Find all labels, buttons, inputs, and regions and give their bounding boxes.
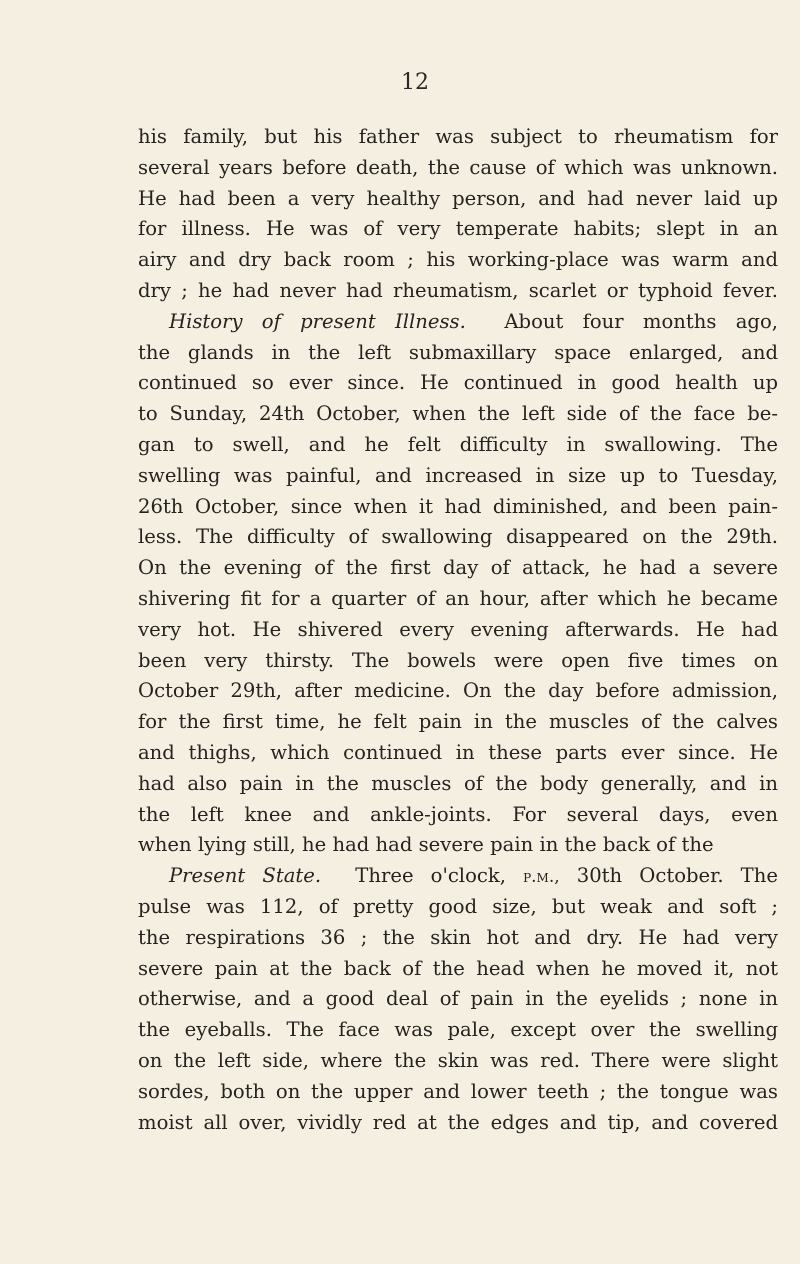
page-number: 12 <box>401 70 429 95</box>
text-line: on the left side, where the skin was red. There were slight <box>138 1048 778 1072</box>
text-line: On the evening of the first day of attack, he had a severe <box>138 556 778 580</box>
text-line: to Sunday, 24th October, when the left side of the face be- <box>138 402 778 426</box>
time-abbreviation: p.m., <box>523 867 560 888</box>
text-line: for illness. He was of very temperate habits; slept in an <box>138 217 778 241</box>
section-heading-present-state: Present State. <box>169 864 322 888</box>
text-line: his family, but his father was subject to rheumatism for <box>138 125 778 148</box>
text-line: otherwise, and a good deal of pain in the eyelids ; none in <box>138 987 778 1011</box>
text-line: had also pain in the muscles of the body generally, and in <box>138 771 778 795</box>
text-line: airy and dry back room ; his working-place was warm and <box>138 248 778 272</box>
text-line: for the first time, he felt pain in the muscles of the calves <box>138 710 778 734</box>
text-fragment: About four months ago, <box>504 309 778 333</box>
text-line: the respirations 36 ; the skin hot and dry. He had very <box>138 925 778 949</box>
text-line: and thighs, which continued in these parts ever since. He <box>138 740 778 764</box>
text-line <box>138 861 778 892</box>
text-line: the eyeballs. The face was pale, except over the swelling <box>138 1018 778 1042</box>
text-line: very hot. He shivered every evening afterwards. He had <box>138 617 778 641</box>
text-line: sordes, both on the upper and lower teeth ; the tongue was <box>138 1079 778 1103</box>
text-line: swelling was painful, and increased in size up to Tuesday, <box>138 463 778 487</box>
paragraph-present-state <box>138 861 778 1138</box>
text-line: less. The difficulty of swallowing disappeared on the 29th. <box>138 525 778 549</box>
text-fragment: 30th October. The <box>576 864 778 888</box>
text-line <box>138 307 778 338</box>
paragraph-family <box>138 122 778 307</box>
text-line: dry ; he had never had rheumatism, scarlet or typhoid fever. <box>138 278 778 302</box>
text-line: the left knee and ankle-joints. For several days, even <box>138 802 778 826</box>
text-line: the glands in the left submaxillary space enlarged, and <box>138 340 778 364</box>
text-line: continued so ever since. He continued in good health up <box>138 371 778 395</box>
text-line: moist all over, vividly red at the edges and tip, and covered <box>138 1110 778 1134</box>
text-line: severe pain at the back of the head when he moved it, not <box>138 956 778 980</box>
text-line: October 29th, after medicine. On the day before admission, <box>138 679 778 703</box>
text-fragment: Three o'clock, <box>355 864 506 888</box>
body-text <box>138 122 778 1138</box>
text-line: pulse was 112, of pretty good size, but weak and soft ; <box>138 894 778 918</box>
text-line: 26th October, since when it had diminished, and been pain- <box>138 494 778 518</box>
section-heading-history: History of present Illness. <box>169 309 466 333</box>
text-line: He had been a very healthy person, and had never laid up <box>138 186 778 210</box>
paragraph-history <box>138 307 778 861</box>
text-line: several years before death, the cause of which was unknown. <box>138 155 778 179</box>
text-line: been very thirsty. The bowels were open five times on <box>138 648 778 672</box>
text-line: gan to swell, and he felt difficulty in swallowing. The <box>138 432 778 456</box>
text-line: shivering fit for a quarter of an hour, after which he became <box>138 586 778 610</box>
text-line: when lying still, he had had severe pain in the back of the <box>138 833 714 857</box>
